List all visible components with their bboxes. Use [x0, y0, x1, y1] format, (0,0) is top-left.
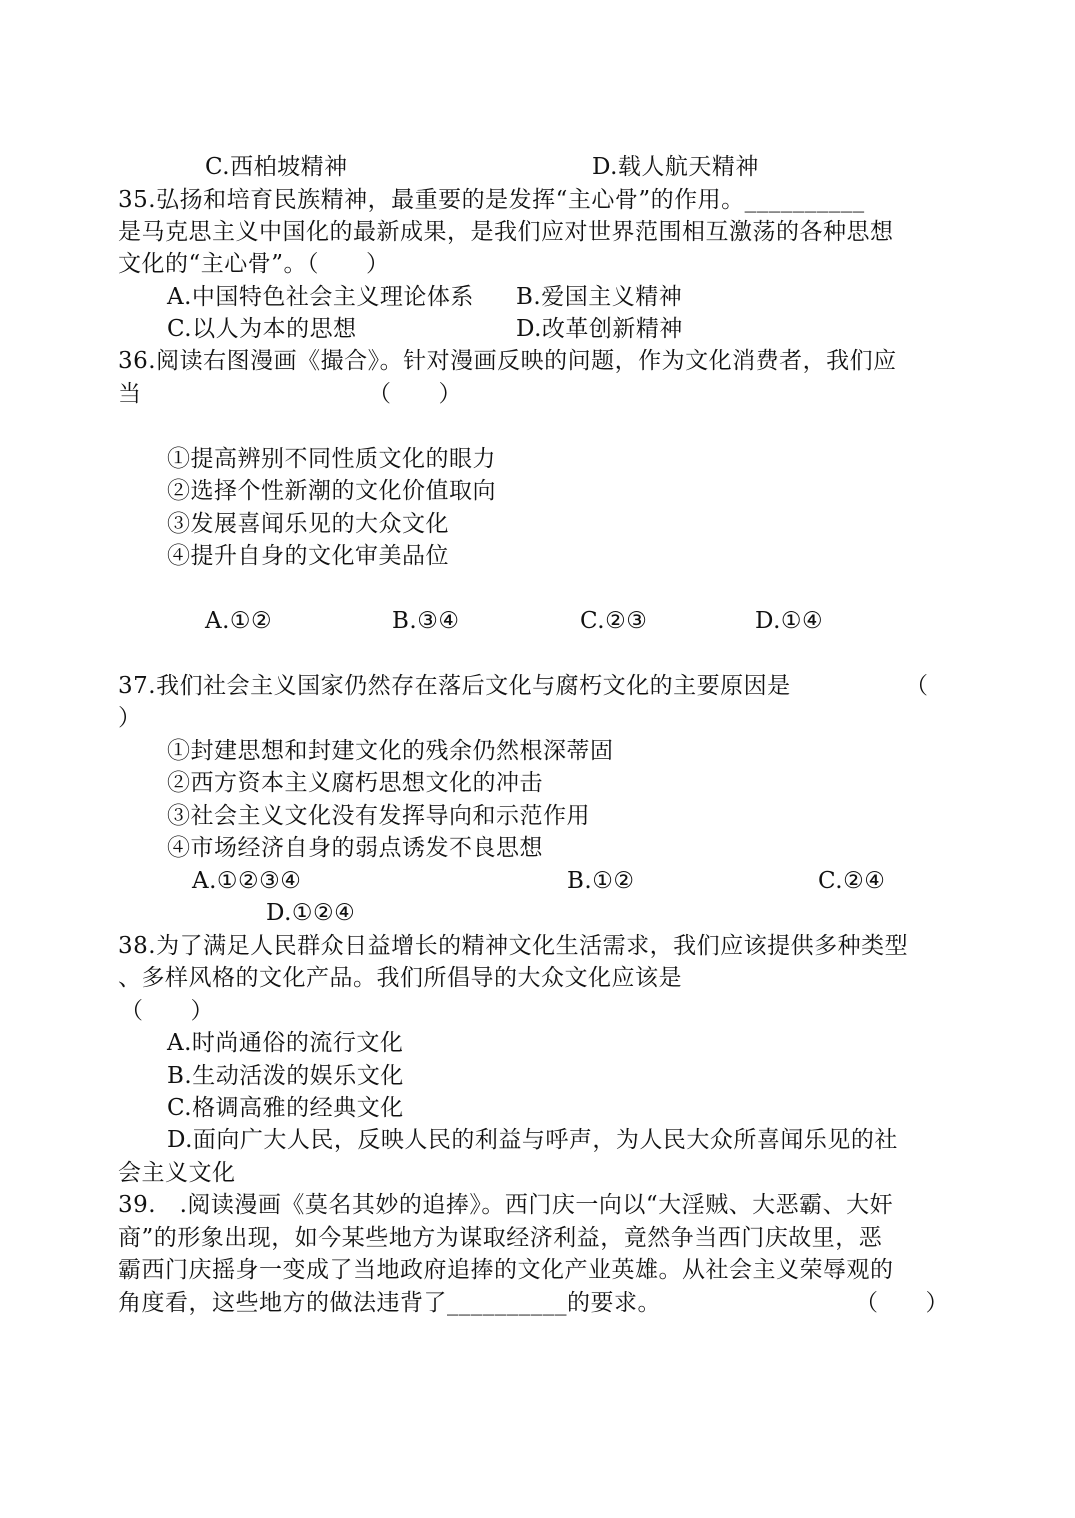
q36-answer-paren: （ ） — [368, 381, 462, 407]
q38-option-a: A.时尚通俗的流行文化 — [167, 1030, 404, 1056]
q34-option-d: D.载人航天精神 — [592, 154, 759, 180]
q36-option-a: A.①② — [205, 608, 273, 634]
q36-item-2: ②选择个性新潮的文化价值取向 — [167, 478, 496, 504]
q35-option-b: B.爱国主义精神 — [516, 284, 683, 310]
q36-stem-line1: 36.阅读右图漫画《撮合》。针对漫画反映的问题，作为文化消费者，我们应 — [118, 348, 897, 374]
q36-item-3: ③发展喜闻乐见的大众文化 — [167, 511, 449, 537]
q37-item-4: ④市场经济自身的弱点诱发不良思想 — [167, 835, 543, 861]
q38-option-c: C.格调高雅的经典文化 — [167, 1095, 404, 1121]
q37-option-a: A.①②③④ — [192, 868, 302, 894]
q37-item-2: ②西方资本主义腐朽思想文化的冲击 — [167, 770, 543, 796]
q36-item-4: ④提升自身的文化审美品位 — [167, 543, 449, 569]
q37-item-3: ③社会主义文化没有发挥导向和示范作用 — [167, 803, 590, 829]
q37-paren-close: ） — [118, 705, 142, 731]
q34-option-c: C.西柏坡精神 — [205, 154, 348, 180]
q36-option-b: B.③④ — [392, 608, 460, 634]
q38-stem-line2: 、多样风格的文化产品。我们所倡导的大众文化应该是 — [118, 965, 682, 991]
q37-option-c: C.②④ — [818, 868, 886, 894]
q39-stem-line1: 39. .阅读漫画《莫名其妙的追捧》。西门庆一向以“大淫贼、大恶霸、大奸 — [118, 1192, 894, 1218]
q39-stem-line2: 商”的形象出现，如今某些地方为谋取经济利益，竟然争当西门庆故里，恶 — [118, 1225, 883, 1251]
q35-stem-line3: 文化的“主心骨”。（ ） — [118, 251, 390, 277]
q39-stem-line3: 霸西门庆摇身一变成了当地政府追捧的文化产业英雄。从社会主义荣辱观的 — [118, 1257, 894, 1283]
q37-stem-line1: 37.我们社会主义国家仍然存在落后文化与腐朽文化的主要原因是 — [118, 673, 791, 699]
q39-answer-paren: （ ） — [855, 1290, 949, 1316]
q35-option-a: A.中国特色社会主义理论体系 — [167, 284, 474, 310]
q35-stem-line2: 是马克思主义中国化的最新成果，是我们应对世界范围相互激荡的各种思想 — [118, 219, 894, 245]
q37-option-b: B.①② — [567, 868, 635, 894]
q36-item-1: ①提高辨别不同性质文化的眼力 — [167, 446, 496, 472]
q38-option-b: B.生动活泼的娱乐文化 — [167, 1063, 404, 1089]
q35-option-d: D.改革创新精神 — [516, 316, 683, 342]
q39-stem-line4: 角度看，这些地方的做法违背了__________的要求。 — [118, 1290, 661, 1316]
q38-option-d-line1: D.面向广大人民，反映人民的利益与呼声，为人民大众所喜闻乐见的社 — [167, 1127, 898, 1153]
q38-answer-paren: （ ） — [120, 998, 214, 1024]
q36-option-c: C.②③ — [580, 608, 648, 634]
q37-option-d: D.①②④ — [266, 900, 356, 926]
q37-paren-open: （ — [905, 673, 929, 699]
q36-stem-line2: 当 — [118, 381, 142, 407]
q36-option-d: D.①④ — [755, 608, 824, 634]
q35-option-c: C.以人为本的思想 — [167, 316, 357, 342]
q38-option-d-line2: 会主义文化 — [118, 1160, 236, 1186]
q38-stem-line1: 38.为了满足人民群众日益增长的精神文化生活需求，我们应该提供多种类型 — [118, 933, 909, 959]
q35-stem-line1: 35.弘扬和培育民族精神，最重要的是发挥“主心骨”的作用。__________ — [118, 187, 865, 213]
q37-item-1: ①封建思想和封建文化的残余仍然根深蒂固 — [167, 738, 614, 764]
